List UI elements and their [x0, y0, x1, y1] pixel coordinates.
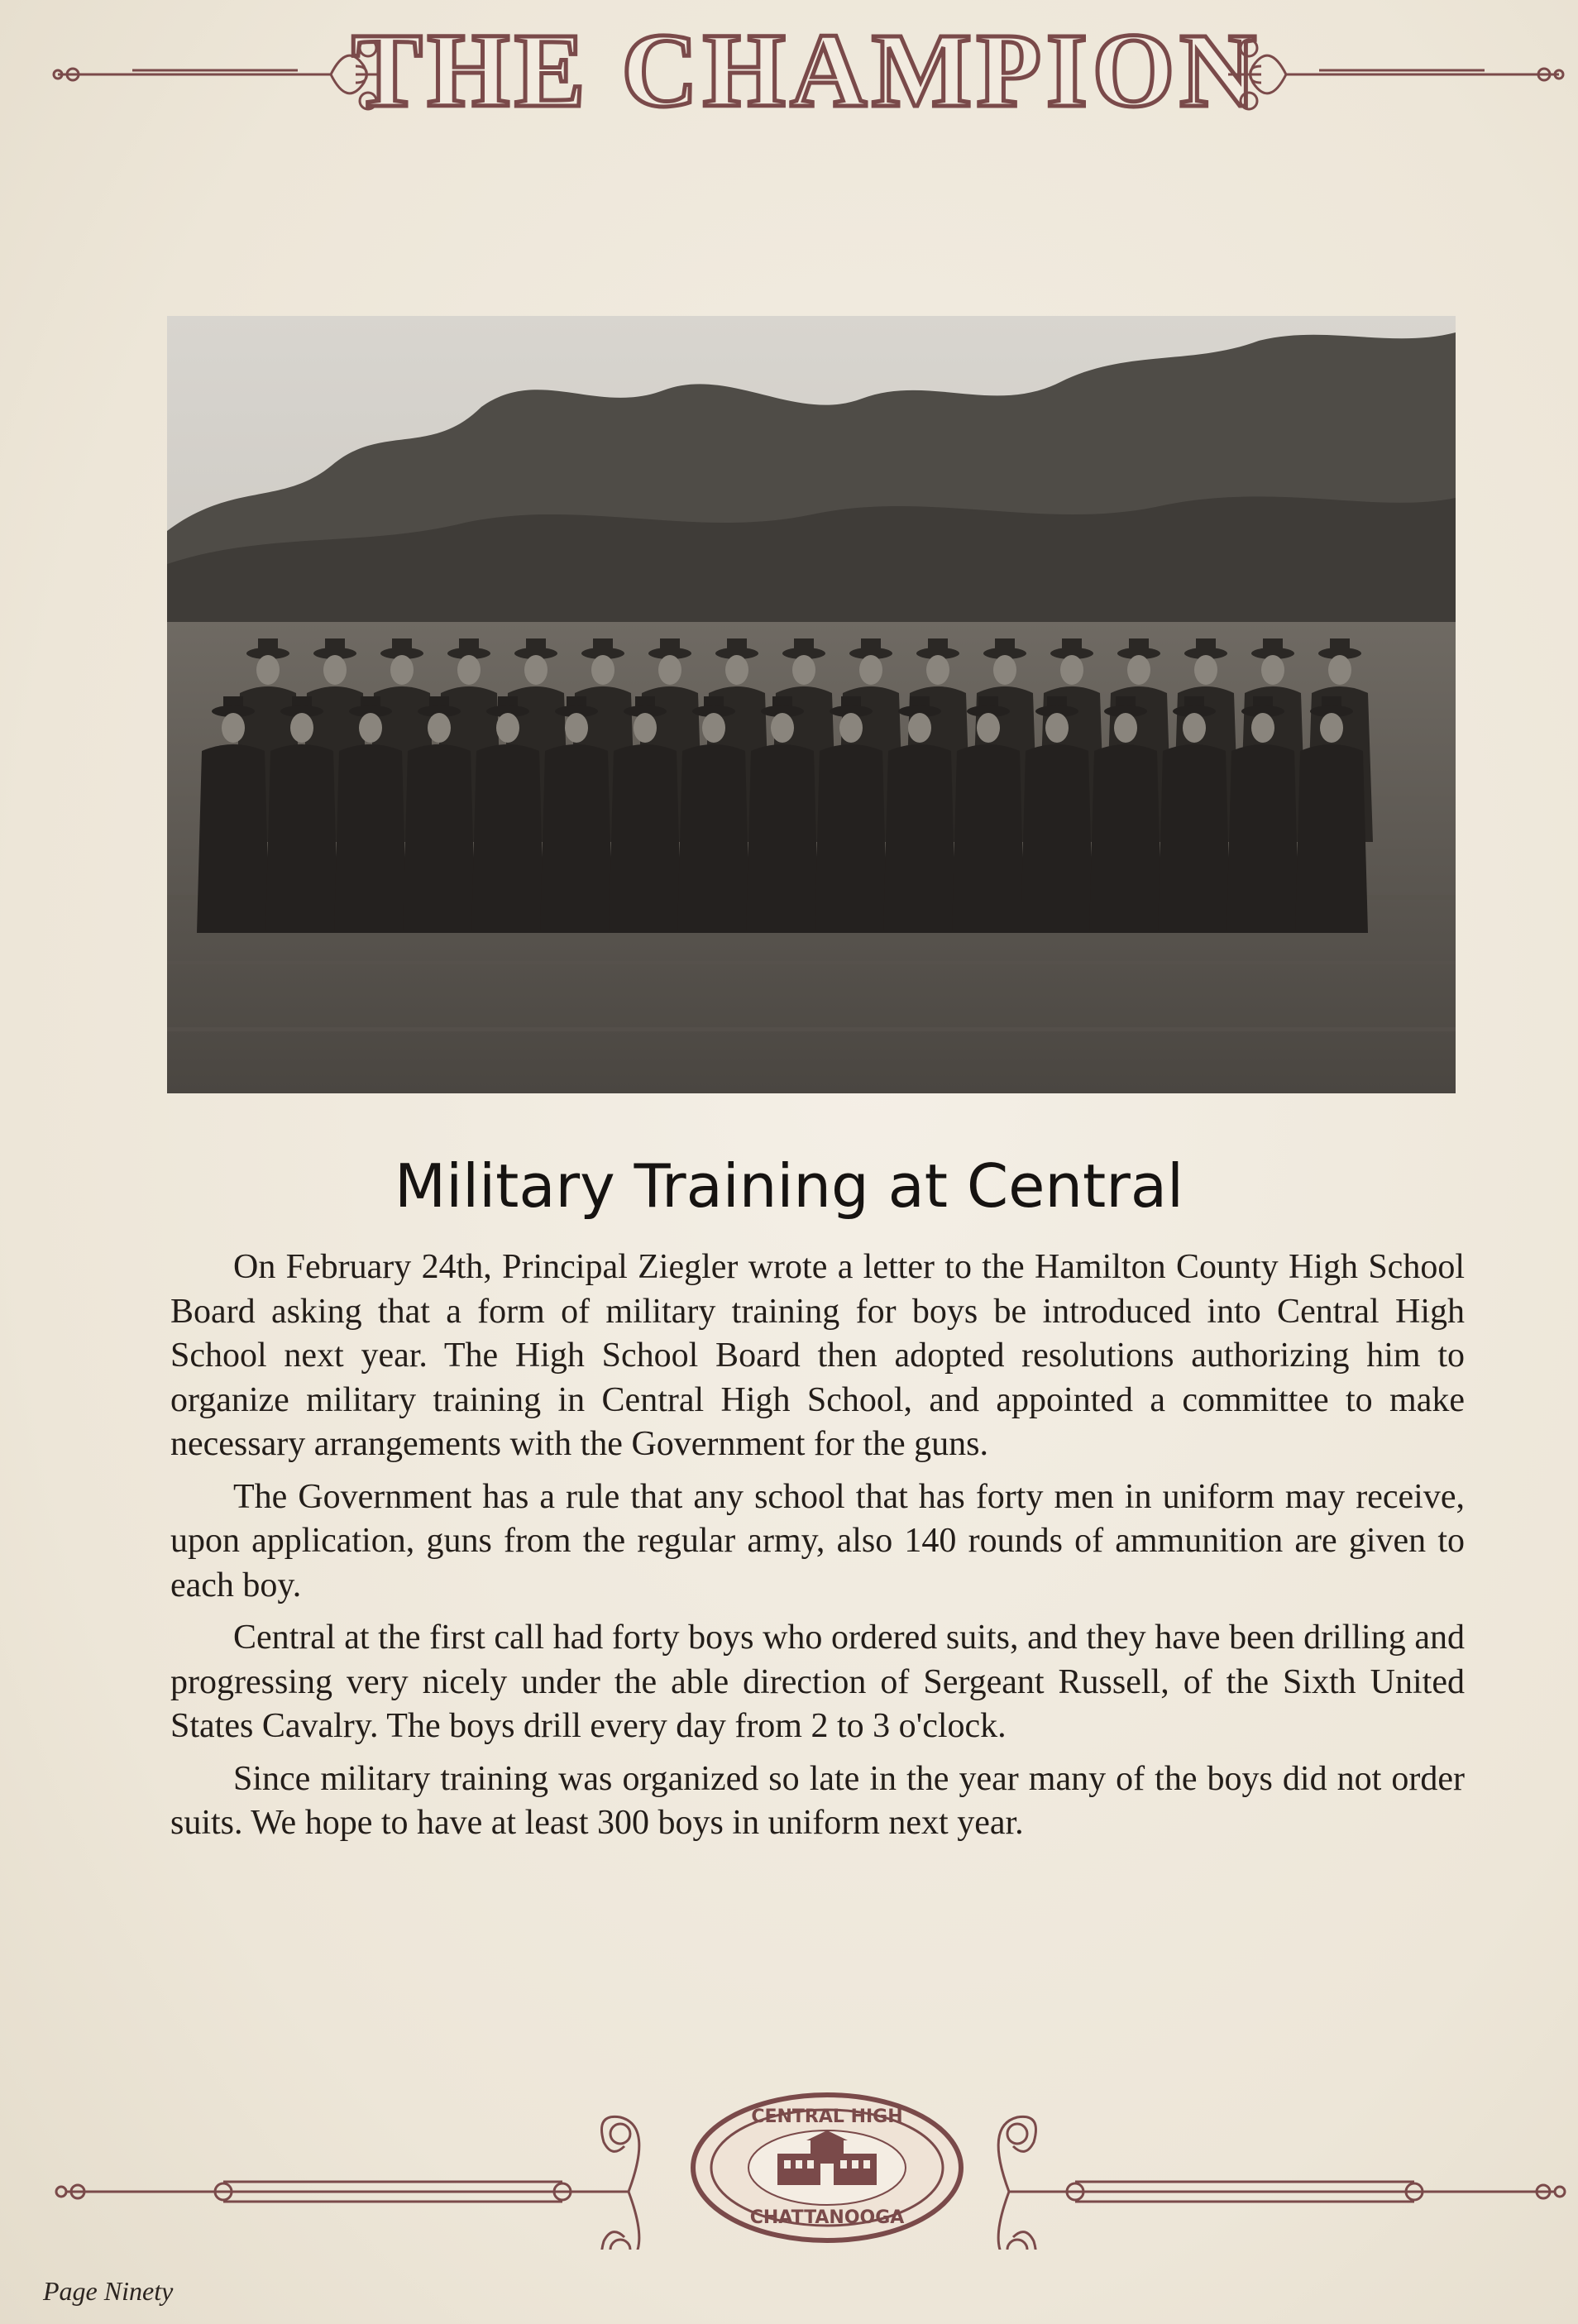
seal-top-text: CENTRAL HIGH: [751, 2106, 903, 2127]
right-header-ornament-icon: [1212, 25, 1567, 116]
right-footer-ornament-icon: [959, 2084, 1571, 2250]
page-footer: [50, 2084, 1571, 2258]
page-number: Page Ninety: [43, 2276, 174, 2306]
article-paragraph: Central at the first call had forty boys who ordered suits, and they have been drilling and progressing very nicely under the able direction of Sergeant Russell, of the Sixth United States Cavalry. The boys drill every day from 2 to 3 o'clock.: [170, 1619, 1465, 1745]
article-paragraph: The Government has a rule that any school that has forty men in uniform may receive, upon application, guns from the regular army, also 140 rounds of ammunition are given to each boy.: [170, 1477, 1465, 1604]
header-title: THE CHAMPION: [351, 12, 1261, 129]
article-paragraph: On February 24th, Principal Ziegler wrote a letter to the Hamilton County High School Board asking that a form of military training for boys be introduced into Central High School next year. The High School Board then adopted resolutions authorizing him to organize military training in Central High School, and appointed a committee to make necessary arrangements with the Government for the guns.: [170, 1248, 1465, 1463]
central-high-seal-icon: [686, 2089, 968, 2246]
left-footer-ornament-icon: [50, 2084, 678, 2250]
cadet-group-photo: [167, 316, 1456, 1093]
seal-bottom-text: CHATTANOOGA: [749, 2207, 905, 2228]
article-paragraph: Since military training was organized so late in the year many of the boys did not order suits. We hope to have at least 300 boys in uniform next year.: [170, 1759, 1465, 1842]
article-title: Military Training at Central: [394, 1151, 1184, 1221]
article-body: [170, 1246, 1465, 1854]
page-header: [50, 8, 1563, 132]
